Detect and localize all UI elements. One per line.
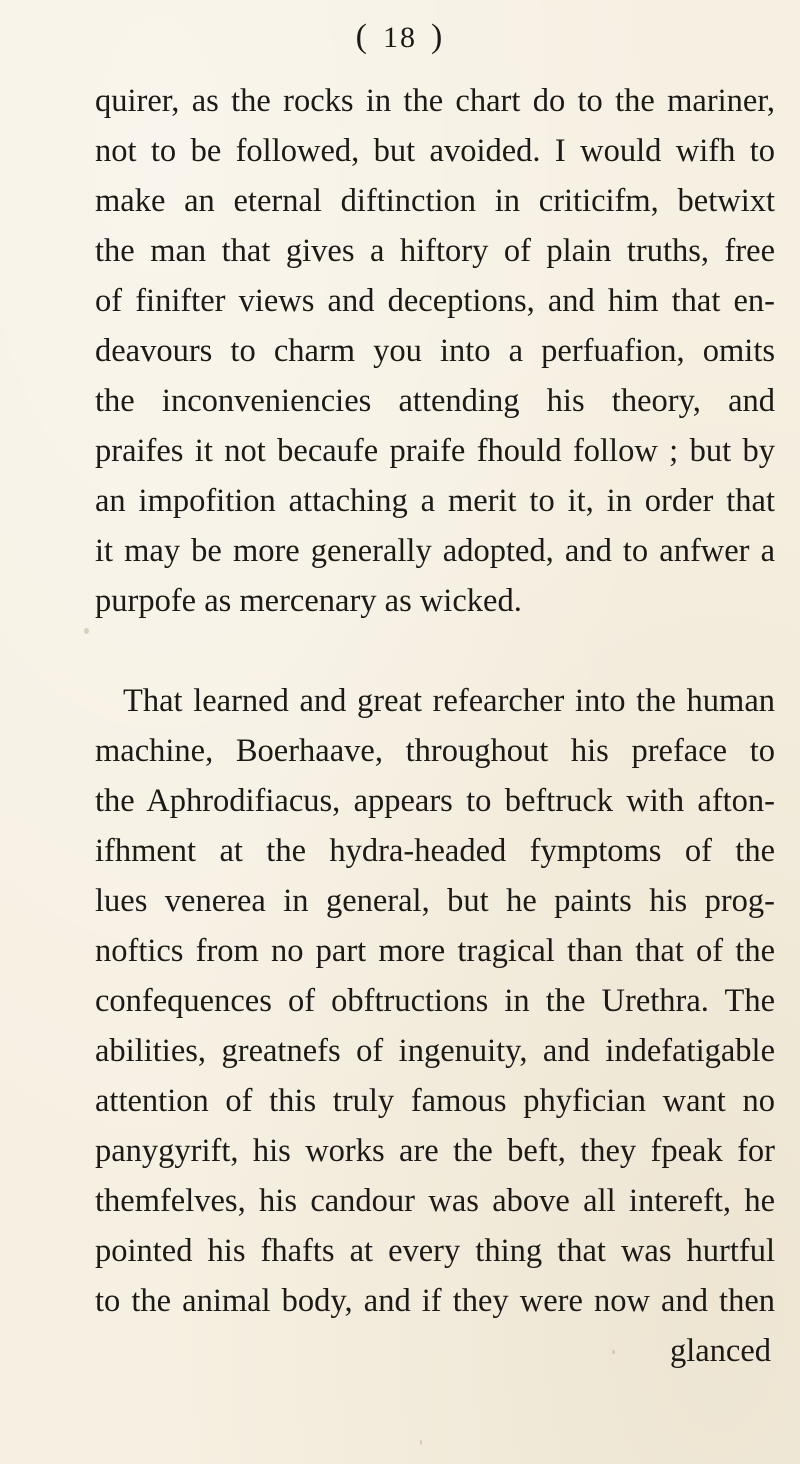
catchword: glanced [669,1333,771,1369]
paper-speck [84,628,89,634]
text-line: the inconveniencies attending his theory, and [95,383,775,419]
text-line: confequences of obftructions in the Urethra. The [95,983,775,1019]
body-text [95,76,775,1376]
text-line: it may be more generally adopted, and to anfwer a [95,533,775,569]
paragraph-gap [95,626,775,676]
text-line: attention of this truly famous phyfician want no [95,1083,775,1119]
text-line: ifhment at the hydra-headed fymptoms of the [95,833,775,869]
text-line: panygyrift, his works are the beft, they fpeak for [95,1133,775,1169]
text-line: noftics from no part more tragical than that of the [95,933,775,969]
text-line: not to be followed, but avoided. I would wifh to [95,133,775,169]
paragraph-2 [95,676,775,1326]
paragraph-1 [95,76,775,626]
page-header [0,18,800,56]
text-line: pointed his fhafts at every thing that was hurtful [95,1233,775,1269]
text-line: of finifter views and deceptions, and him that en- [95,283,775,319]
paper-speck [612,1350,615,1354]
text-line: deavours to charm you into a perfuafion, omits [95,333,775,369]
text-line: purpofe as mercenary as wicked. [95,583,522,619]
header-close-paren: ) [431,18,445,55]
text-line: praifes it not becaufe praife fhould follow ; but by [95,433,775,469]
text-line: machine, Boerhaave, throughout his preface to [95,733,775,769]
text-line: the man that gives a hiftory of plain truths, free [95,233,775,269]
text-line: lues venerea in general, but he paints his prog- [95,883,775,919]
page-number: 18 [383,21,417,54]
text-line: an impofition attaching a merit to it, in order that [95,483,775,519]
text-line: the Aphrodifiacus, appears to beftruck with afton- [95,783,775,819]
text-line: themfelves, his candour was above all intereft, he [95,1183,775,1219]
text-line: to the animal body, and if they were now and then [95,1283,775,1319]
paper-speck [420,1440,422,1445]
text-line: quirer, as the rocks in the chart do to the mariner, [95,83,775,119]
text-line: That learned and great refearcher into the human [123,683,775,719]
text-line: abilities, greatnefs of ingenuity, and indefatigable [95,1033,775,1069]
text-line: make an eternal diftinction in criticifm, betwixt [95,183,775,219]
header-open-paren: ( [355,18,369,55]
